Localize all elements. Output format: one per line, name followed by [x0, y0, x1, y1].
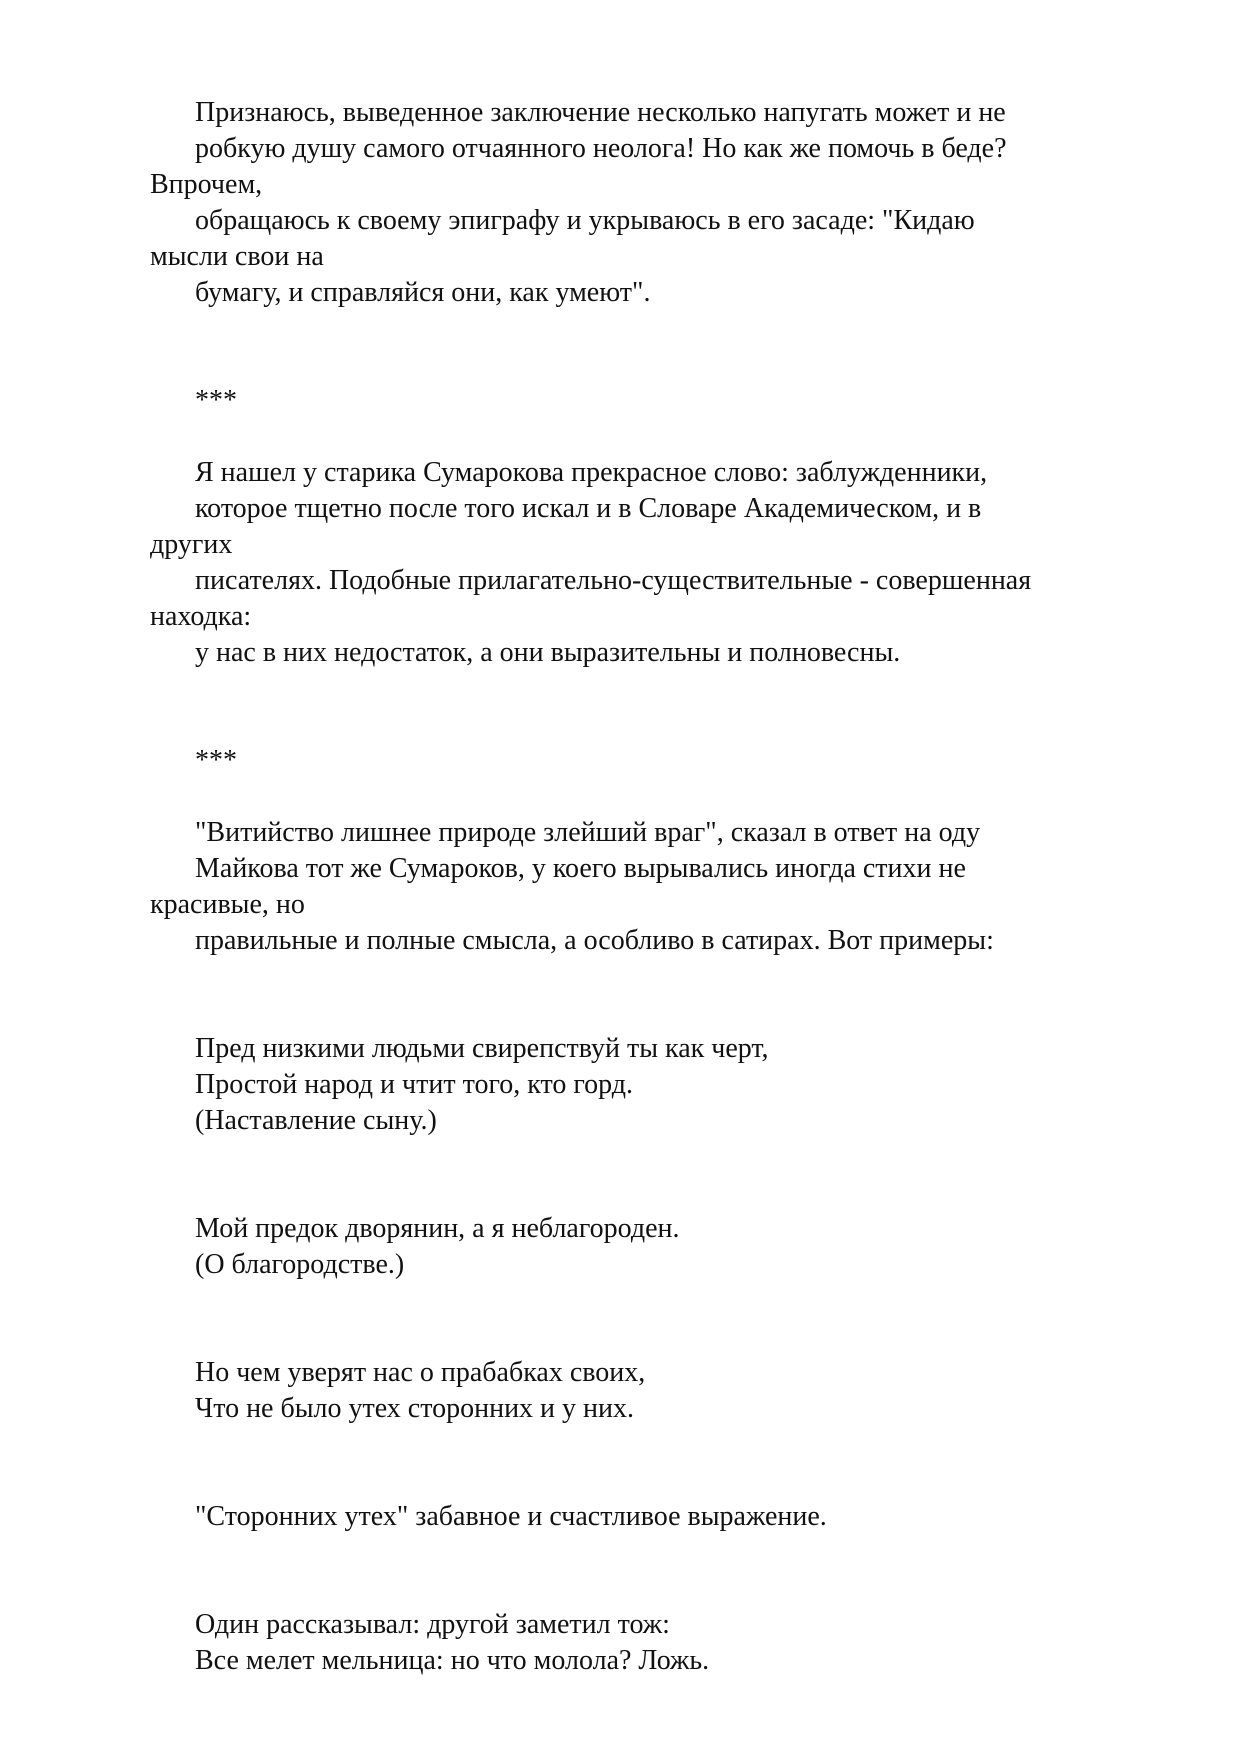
text-line: правильные и полные смысла, а особливо в сатирах. Вот примеры: [195, 925, 994, 956]
text-line: "Витийство лишнее природе злейший враг", сказал в ответ на оду [195, 817, 981, 848]
verse-source: (Наставление сыну.) [195, 1105, 437, 1136]
text-line: у нас в них недостаток, а они выразительны и полновесны. [195, 637, 901, 668]
text-line: писателях. Подобные прилагательно-существительные - совершенная [195, 565, 1032, 596]
text-line: Я нашел у старика Сумарокова прекрасное слово: заблужденники, [195, 457, 988, 488]
verse-line: Все мелет мельница: но что молола? Ложь. [195, 1645, 710, 1676]
verse-line: Мой предок дворянин, а я неблагороден. [195, 1213, 680, 1244]
text-line: обращаюсь к своему эпиграфу и укрываюсь в его засаде: "Кидаю [195, 205, 975, 236]
text-line: мысли свои на [150, 241, 324, 272]
verse-source: (О благородстве.) [195, 1249, 405, 1280]
text-line: бумагу, и справляйся они, как умеют". [195, 277, 651, 308]
verse-line: Простой народ и чтит того, кто горд. [195, 1069, 633, 1100]
verse-line: Но чем уверят нас о прабабках своих, [195, 1357, 646, 1388]
text-line: Впрочем, [150, 169, 263, 200]
section-separator: *** [195, 385, 237, 416]
verse-line: Пред низкими людьми свирепствуй ты как черт, [195, 1033, 769, 1064]
text-line: робкую душу самого отчаянного неолога! Но как же помочь в беде? [195, 133, 1007, 164]
text-line: Признаюсь, выведенное заключение несколько напугать может и не [195, 97, 1006, 128]
section-separator: *** [195, 745, 237, 776]
verse-line: Один рассказывал: другой заметил тож: [195, 1609, 670, 1640]
verse-line: Что не было утех сторонних и у них. [195, 1393, 635, 1424]
text-line: других [150, 529, 233, 560]
text-line: Майкова тот же Сумароков, у коего вырывались иногда стихи не [195, 853, 966, 884]
text-line: находка: [150, 601, 252, 632]
remark-line: "Сторонних утех" забавное и счастливое выражение. [195, 1501, 827, 1532]
text-line: которое тщетно после того искал и в Словаре Академическом, и в [195, 493, 982, 524]
text-line: красивые, но [150, 889, 305, 920]
